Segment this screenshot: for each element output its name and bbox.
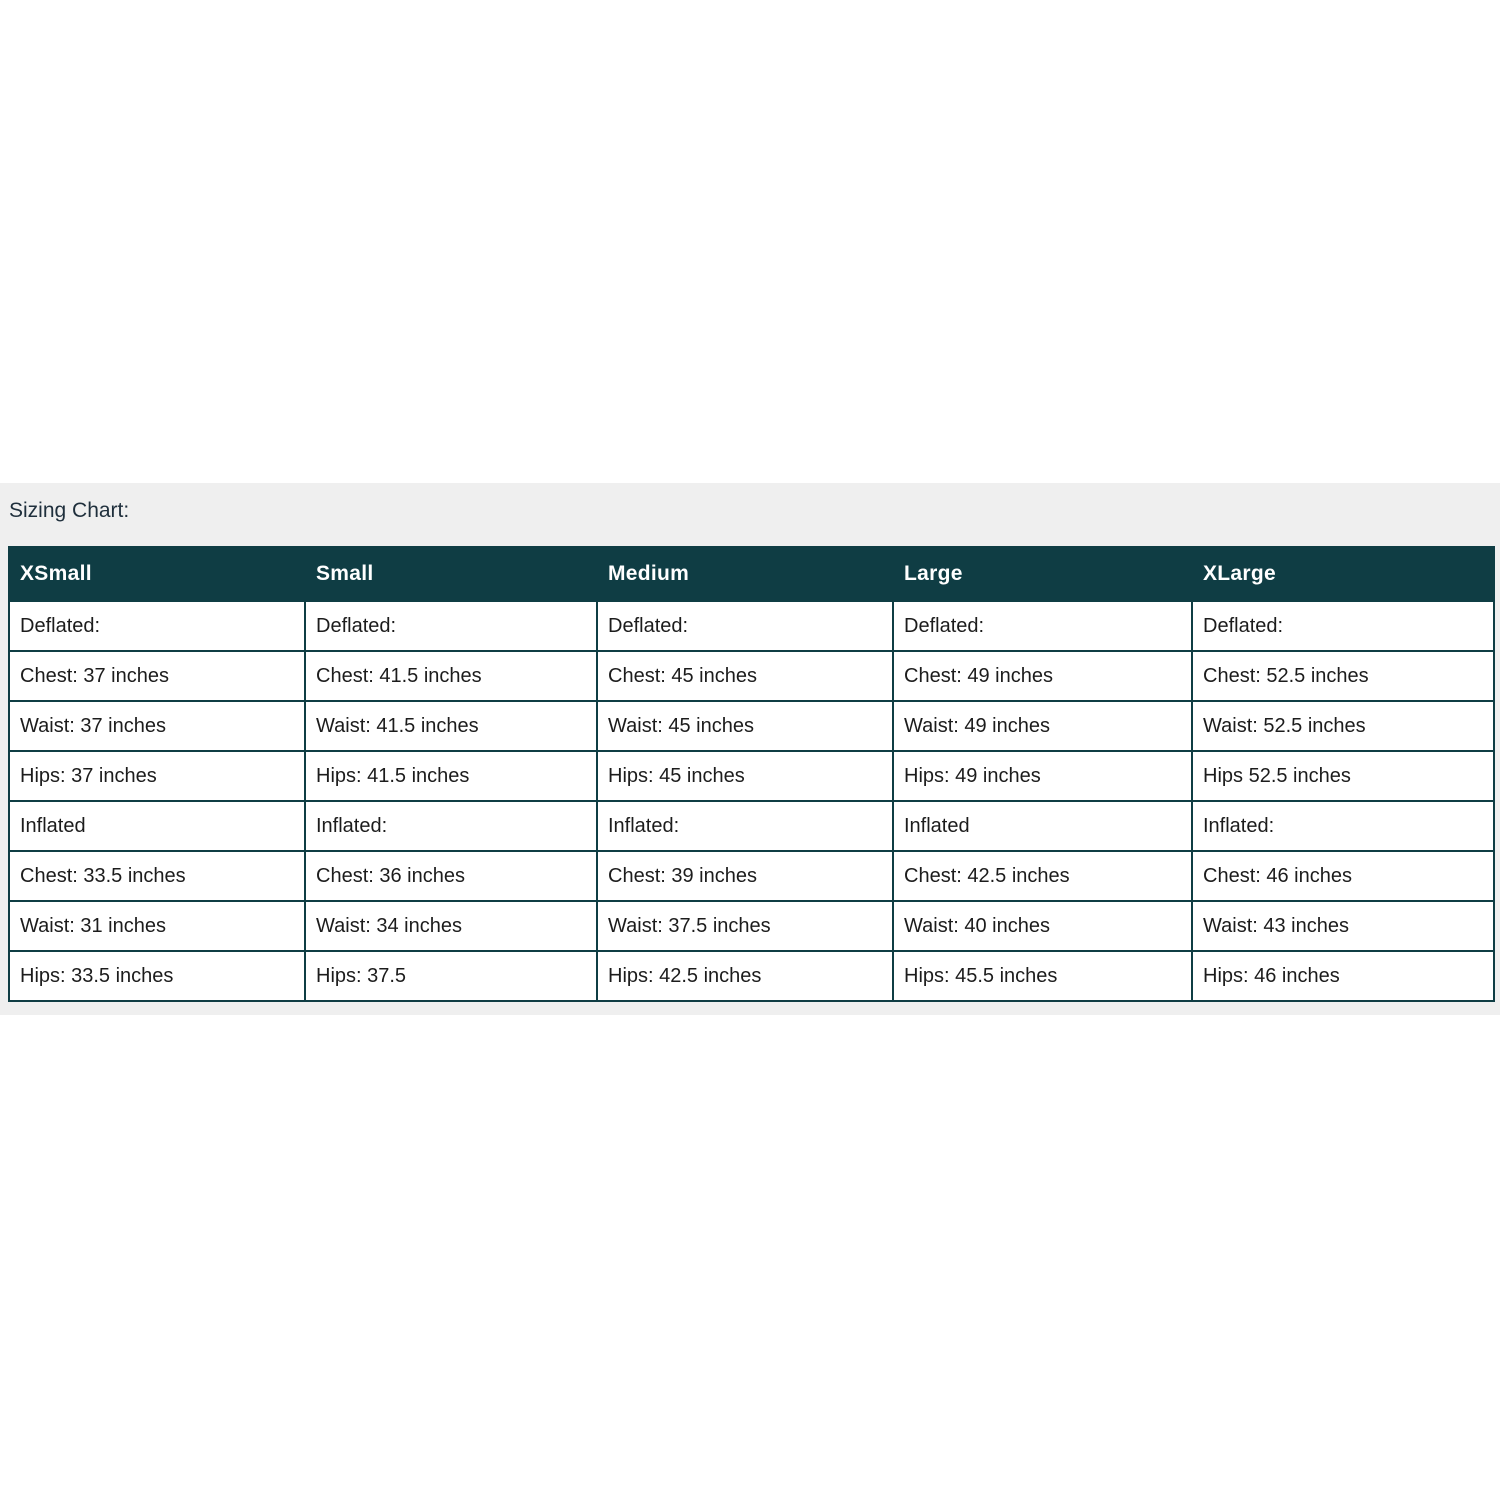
table-cell: Chest: 42.5 inches: [893, 851, 1192, 901]
table-cell: Waist: 40 inches: [893, 901, 1192, 951]
table-cell: Hips: 45.5 inches: [893, 951, 1192, 1001]
table-cell: Chest: 49 inches: [893, 651, 1192, 701]
table-cell: Waist: 37.5 inches: [597, 901, 893, 951]
table-cell: Deflated:: [9, 601, 305, 651]
header-xsmall: XSmall: [9, 547, 305, 601]
header-xlarge: XLarge: [1192, 547, 1494, 601]
table-cell: Chest: 39 inches: [597, 851, 893, 901]
header-small: Small: [305, 547, 597, 601]
table-cell: Chest: 41.5 inches: [305, 651, 597, 701]
table-cell: Chest: 45 inches: [597, 651, 893, 701]
table-cell: Hips: 46 inches: [1192, 951, 1494, 1001]
table-cell: Chest: 33.5 inches: [9, 851, 305, 901]
table-cell: Waist: 41.5 inches: [305, 701, 597, 751]
table-cell: Deflated:: [305, 601, 597, 651]
table-cell: Deflated:: [893, 601, 1192, 651]
table-cell: Hips: 33.5 inches: [9, 951, 305, 1001]
table-row: [9, 801, 1494, 851]
table-cell: Hips: 49 inches: [893, 751, 1192, 801]
table-cell: Hips: 41.5 inches: [305, 751, 597, 801]
table-cell: Hips: 45 inches: [597, 751, 893, 801]
table-cell: Chest: 46 inches: [1192, 851, 1494, 901]
table-row: [9, 651, 1494, 701]
table-cell: Hips 52.5 inches: [1192, 751, 1494, 801]
table-cell: Chest: 52.5 inches: [1192, 651, 1494, 701]
table-row: [9, 851, 1494, 901]
table-row: [9, 901, 1494, 951]
table-cell: Inflated:: [597, 801, 893, 851]
table-cell: Hips: 42.5 inches: [597, 951, 893, 1001]
table-row: [9, 751, 1494, 801]
table-cell: Inflated: [893, 801, 1192, 851]
sizing-chart-title: Sizing Chart:: [9, 499, 130, 522]
table-cell: Waist: 37 inches: [9, 701, 305, 751]
table-cell: Inflated:: [1192, 801, 1494, 851]
table-cell: Waist: 43 inches: [1192, 901, 1494, 951]
table-cell: Inflated: [9, 801, 305, 851]
table-cell: Waist: 52.5 inches: [1192, 701, 1494, 751]
header-large: Large: [893, 547, 1192, 601]
header-medium: Medium: [597, 547, 893, 601]
table-cell: Deflated:: [597, 601, 893, 651]
sizing-table: [8, 546, 1495, 1002]
table-cell: Waist: 49 inches: [893, 701, 1192, 751]
table-cell: Hips: 37.5: [305, 951, 597, 1001]
table-header-row: [9, 547, 1494, 601]
table-cell: Chest: 36 inches: [305, 851, 597, 901]
table-cell: Inflated:: [305, 801, 597, 851]
table-row: [9, 701, 1494, 751]
table-cell: Hips: 37 inches: [9, 751, 305, 801]
table-cell: Deflated:: [1192, 601, 1494, 651]
table-cell: Waist: 45 inches: [597, 701, 893, 751]
table-cell: Waist: 34 inches: [305, 901, 597, 951]
table-cell: Chest: 37 inches: [9, 651, 305, 701]
table-row: [9, 951, 1494, 1001]
table-row: [9, 601, 1494, 651]
table-cell: Waist: 31 inches: [9, 901, 305, 951]
